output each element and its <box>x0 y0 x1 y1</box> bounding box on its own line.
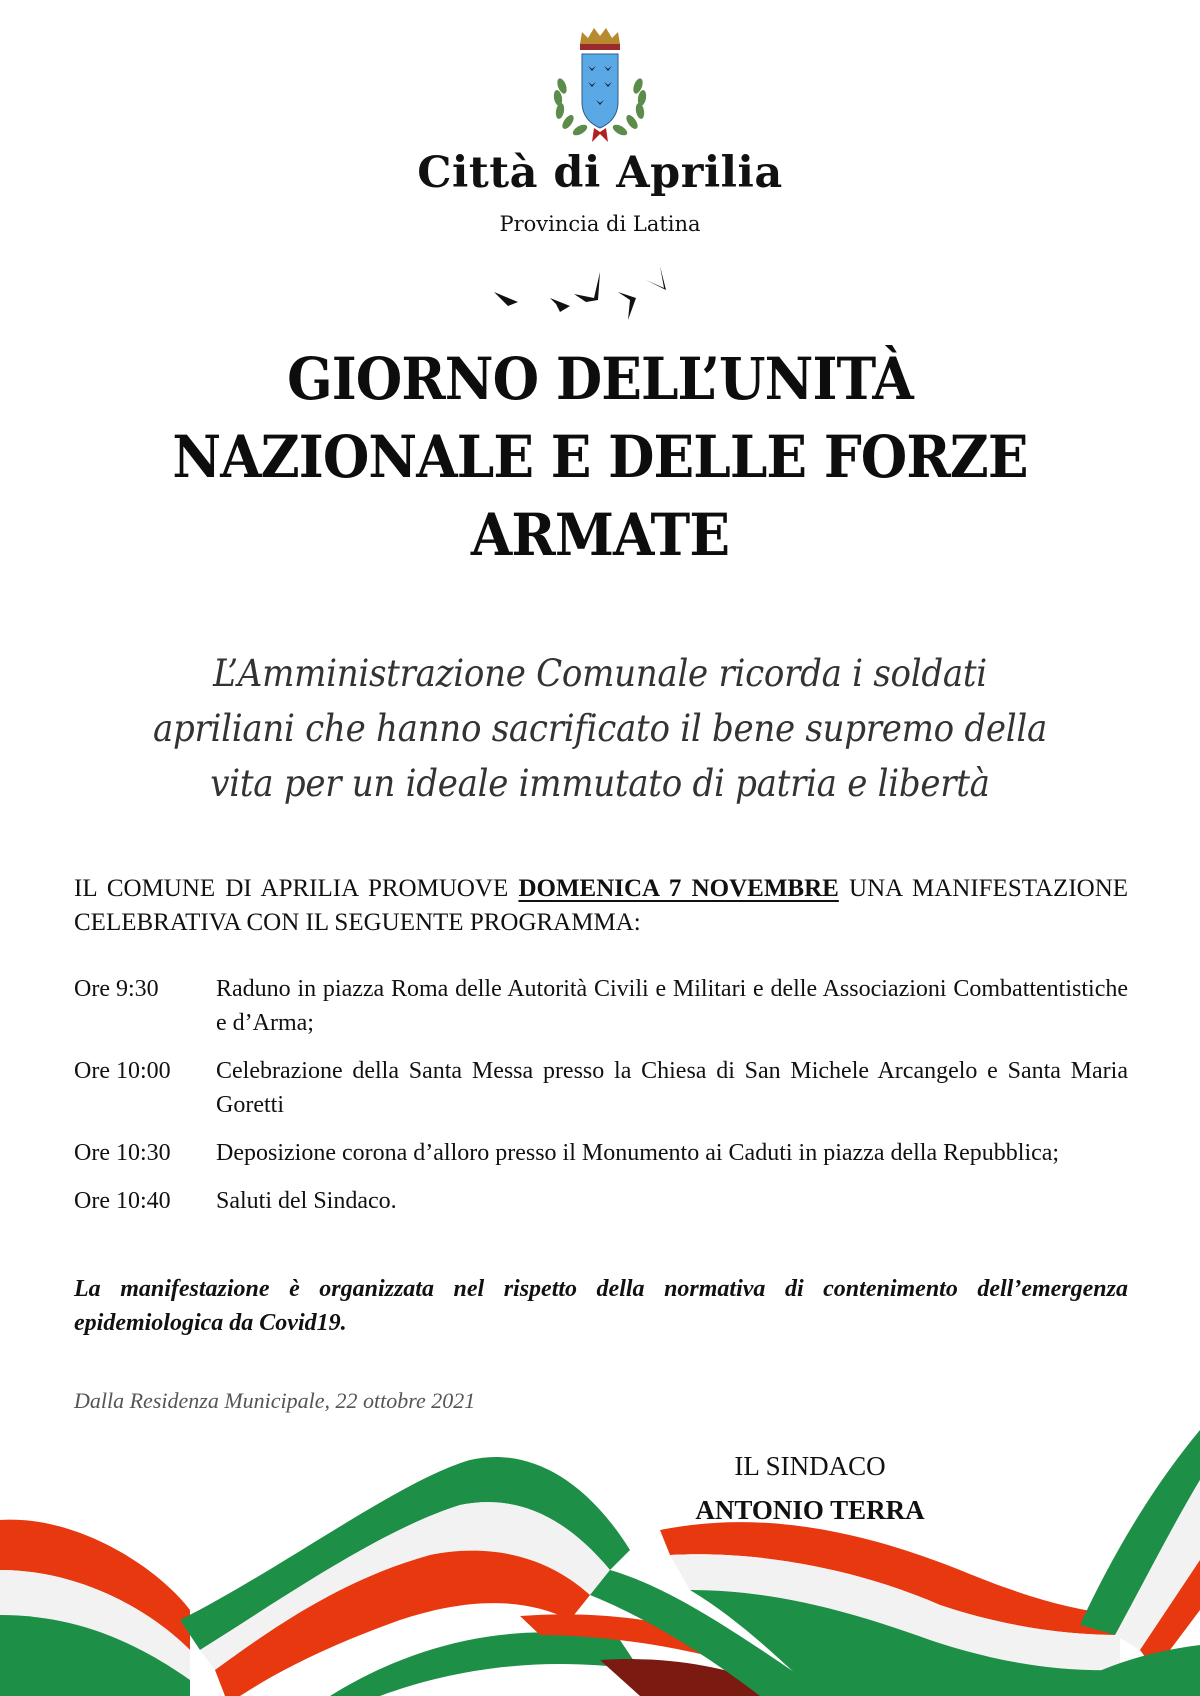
coat-of-arms-icon <box>548 24 652 148</box>
subtitle-line: apriliani che hanno sacrificato il bene supremo della <box>152 707 1048 750</box>
programme-description: Saluti del Sindaco. <box>216 1188 397 1214</box>
covid-notice: La manifestazione è organizzata nel rispetto della normativa di contenimento dell’emergenza epidemiologica da Covid19. <box>74 1276 1128 1336</box>
signatory-role: IL SINDACO <box>734 1451 886 1481</box>
subtitle-line: vita per un ideale immutato di patria e libertà <box>210 762 990 805</box>
intro-paragraph <box>74 872 1128 940</box>
event-title <box>103 340 1097 574</box>
intro-prefix: IL COMUNE DI APRILIA PROMUOVE <box>74 875 509 902</box>
programme-time: Ore 10:40 <box>74 1188 171 1214</box>
signatory-name: ANTONIO TERRA <box>695 1495 925 1525</box>
province-name: Provincia di Latina <box>499 212 701 236</box>
programme-list <box>74 972 1128 1232</box>
tricolour-ribbon-decoration <box>0 1420 1200 1696</box>
title-line: NAZIONALE E DELLE FORZE <box>172 423 1028 491</box>
programme-time: Ore 10:00 <box>74 1058 171 1084</box>
programme-description: Deposizione corona d’alloro presso il Monumento ai Caduti in piazza della Repubblica; <box>216 1140 1060 1166</box>
programme-item <box>74 1184 1128 1218</box>
title-line: GIORNO DELL’UNITÀ <box>287 345 913 413</box>
programme-time: Ore 9:30 <box>74 976 159 1002</box>
intro-suffix: UNA MANIFESTAZIONE CELEBRATIVA CON IL SEGUENTE PROGRAMMA: <box>74 875 1129 936</box>
dateline: Dalla Residenza Municipale, 22 ottobre 2021 <box>74 1388 476 1413</box>
swallows-icon <box>490 262 690 322</box>
programme-item <box>74 972 1128 1040</box>
event-date: DOMENICA 7 NOVEMBRE <box>518 875 839 902</box>
commemoration-subtitle <box>85 646 1115 811</box>
city-name: Città di Aprilia <box>417 148 783 198</box>
title-line: ARMATE <box>470 501 730 569</box>
programme-item <box>74 1054 1128 1122</box>
programme-item <box>74 1136 1128 1170</box>
programme-description: Celebrazione della Santa Messa presso la Chiesa di San Michele Arcangelo e Santa Maria Goretti <box>216 1058 1128 1118</box>
subtitle-line: L’Amministrazione Comunale ricorda i soldati <box>213 652 987 695</box>
programme-description: Raduno in piazza Roma delle Autorità Civili e Militari e delle Associazioni Combattentistiche e d’Arma; <box>216 976 1128 1036</box>
programme-time: Ore 10:30 <box>74 1140 171 1166</box>
